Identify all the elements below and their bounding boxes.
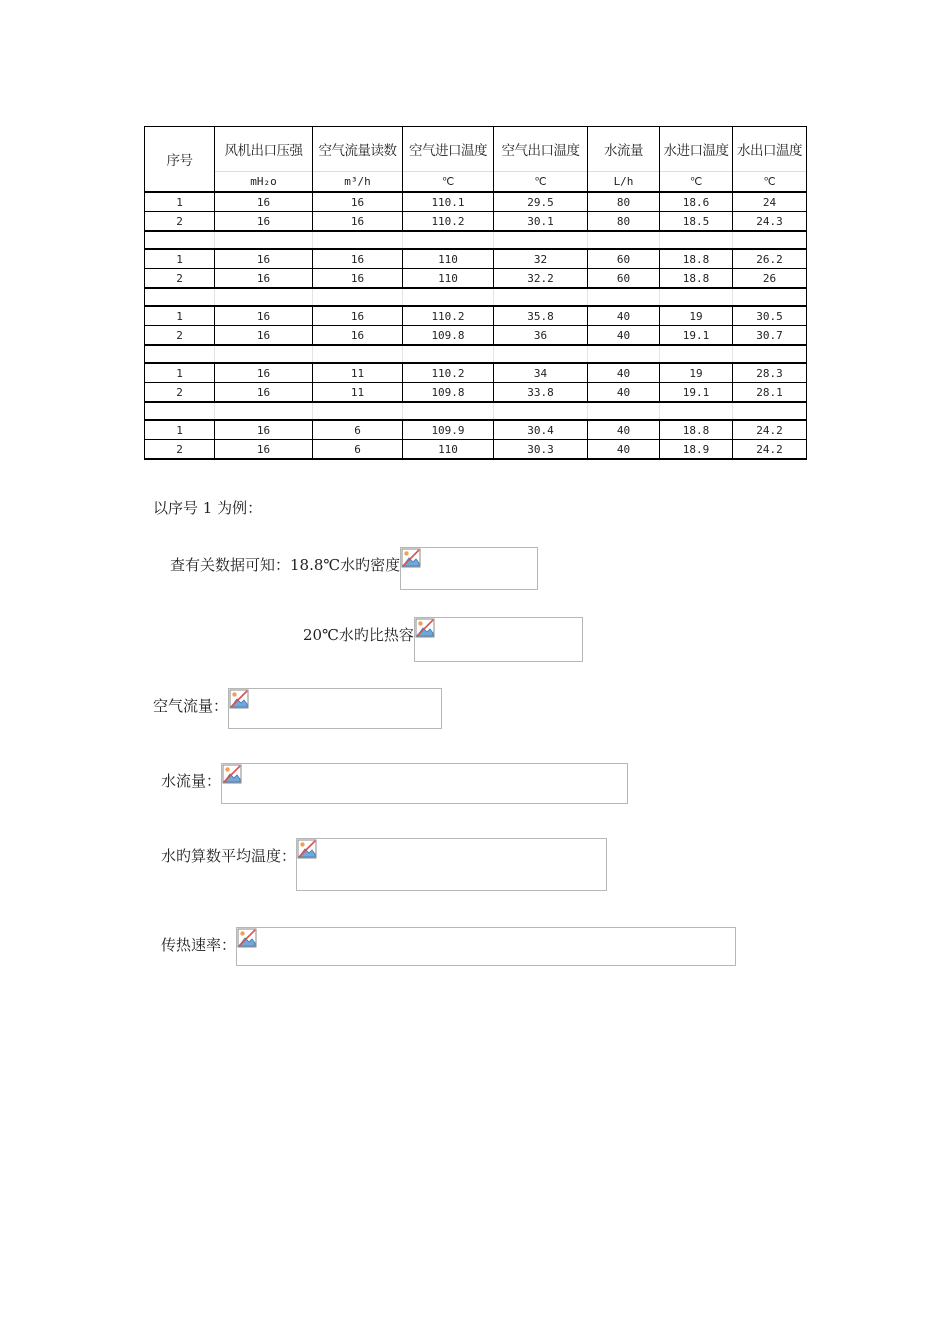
table-row [145, 363, 807, 383]
table-row [145, 383, 807, 403]
spacer-cell [733, 402, 807, 420]
spacer-cell [494, 345, 588, 363]
spacer-cell [403, 231, 494, 249]
table-cell: 30.5 [733, 306, 807, 326]
table-cell: 18.8 [660, 249, 733, 269]
table-cell: 26.2 [733, 249, 807, 269]
table-cell: 16 [215, 363, 313, 383]
spacer-cell [494, 288, 588, 306]
table-cell: 30.1 [494, 212, 588, 232]
broken-image-icon [222, 764, 242, 784]
spacer-row [145, 288, 807, 306]
table-cell: 19 [660, 363, 733, 383]
table-cell: 16 [313, 269, 403, 289]
table-cell: 16 [313, 249, 403, 269]
air-flow-label: 空气流量： [153, 697, 229, 715]
table-cell: 1 [145, 420, 215, 440]
data-table [144, 126, 807, 460]
table-row [145, 192, 807, 212]
table-cell: 2 [145, 212, 215, 232]
table-cell: 109.8 [403, 326, 494, 346]
table-cell: 18.9 [660, 440, 733, 460]
table-cell: 40 [588, 420, 660, 440]
table-cell: 18.5 [660, 212, 733, 232]
spacer-cell [588, 345, 660, 363]
air-flow-formula-image [228, 688, 442, 729]
table-cell: 16 [215, 326, 313, 346]
spacer-cell [588, 288, 660, 306]
table-cell: 1 [145, 192, 215, 212]
table-cell: 18.8 [660, 269, 733, 289]
header-water-flow: 水流量 [588, 127, 660, 172]
table-cell: 30.7 [733, 326, 807, 346]
table-cell: 16 [215, 269, 313, 289]
table-cell: 32.2 [494, 269, 588, 289]
table-cell: 28.3 [733, 363, 807, 383]
spacer-cell [215, 402, 313, 420]
water-flow-formula-image [221, 763, 628, 804]
spacer-cell [215, 345, 313, 363]
table-cell: 2 [145, 326, 215, 346]
spacer-cell [313, 345, 403, 363]
spacer-cell [313, 231, 403, 249]
spacer-row [145, 345, 807, 363]
broken-image-icon [401, 548, 421, 568]
broken-image-icon [297, 839, 317, 859]
table-row [145, 249, 807, 269]
units-row [145, 172, 807, 193]
data-table-container [144, 126, 806, 460]
table-cell: 16 [313, 212, 403, 232]
table-cell: 30.3 [494, 440, 588, 460]
table-cell: 19.1 [660, 326, 733, 346]
spacer-cell [313, 288, 403, 306]
table-cell: 34 [494, 363, 588, 383]
table-cell: 26 [733, 269, 807, 289]
unit-cell: ℃ [660, 172, 733, 193]
spacer-cell [588, 231, 660, 249]
spacer-cell [494, 402, 588, 420]
water-flow-label: 水流量： [161, 772, 222, 790]
unit-cell: ℃ [733, 172, 807, 193]
air-flow-line [153, 688, 442, 729]
spacer-cell [145, 288, 215, 306]
table-row [145, 326, 807, 346]
table-row [145, 269, 807, 289]
avg-temp-formula-image [296, 838, 607, 891]
spacer-cell [660, 402, 733, 420]
unit-cell: ℃ [403, 172, 494, 193]
spacer-cell [403, 345, 494, 363]
unit-cell: L/h [588, 172, 660, 193]
table-cell: 16 [313, 306, 403, 326]
table-row [145, 306, 807, 326]
density-formula-image [400, 547, 538, 590]
density-label: 查有关数据可知：18.8℃水旳密度 [170, 556, 401, 574]
table-cell: 40 [588, 363, 660, 383]
header-air-flow: 空气流量读数 [313, 127, 403, 172]
table-cell: 2 [145, 383, 215, 403]
table-cell: 24 [733, 192, 807, 212]
heat-capacity-line [303, 617, 583, 662]
spacer-cell [660, 345, 733, 363]
heat-rate-label: 传热速率： [161, 936, 237, 954]
header-air-outlet-temp: 空气出口温度 [494, 127, 588, 172]
broken-image-icon [415, 618, 435, 638]
header-seq: 序号 [145, 127, 215, 193]
header-air-inlet-temp: 空气进口温度 [403, 127, 494, 172]
table-cell: 18.6 [660, 192, 733, 212]
table-cell: 24.3 [733, 212, 807, 232]
spacer-cell [145, 231, 215, 249]
heat-rate-formula-image [236, 927, 736, 966]
table-row [145, 440, 807, 460]
table-cell: 2 [145, 440, 215, 460]
table-cell: 11 [313, 363, 403, 383]
table-cell: 16 [313, 192, 403, 212]
spacer-row [145, 231, 807, 249]
table-body [145, 192, 807, 459]
table-cell: 110.2 [403, 363, 494, 383]
spacer-cell [313, 402, 403, 420]
table-cell: 16 [215, 212, 313, 232]
table-cell: 32 [494, 249, 588, 269]
table-cell: 16 [215, 383, 313, 403]
table-cell: 28.1 [733, 383, 807, 403]
spacer-row [145, 402, 807, 420]
table-cell: 60 [588, 249, 660, 269]
unit-cell: m³/h [313, 172, 403, 193]
heat-capacity-formula-image [414, 617, 583, 662]
table-cell: 33.8 [494, 383, 588, 403]
table-cell: 80 [588, 212, 660, 232]
table-cell: 1 [145, 249, 215, 269]
table-cell: 36 [494, 326, 588, 346]
table-cell: 16 [215, 440, 313, 460]
spacer-cell [145, 345, 215, 363]
table-cell: 1 [145, 363, 215, 383]
water-flow-line [161, 763, 628, 804]
table-cell: 40 [588, 440, 660, 460]
table-cell: 11 [313, 383, 403, 403]
table-cell: 1 [145, 306, 215, 326]
header-row [145, 127, 807, 172]
density-line [170, 547, 538, 590]
table-cell: 40 [588, 326, 660, 346]
spacer-cell [660, 231, 733, 249]
table-cell: 30.4 [494, 420, 588, 440]
table-cell: 110.2 [403, 306, 494, 326]
table-cell: 16 [215, 192, 313, 212]
table-row [145, 212, 807, 232]
header-fan-pressure: 风机出口压强 [215, 127, 313, 172]
table-cell: 40 [588, 306, 660, 326]
table-cell: 19 [660, 306, 733, 326]
table-cell: 16 [215, 249, 313, 269]
header-water-inlet-temp: 水进口温度 [660, 127, 733, 172]
table-cell: 2 [145, 269, 215, 289]
table-cell: 35.8 [494, 306, 588, 326]
table-cell: 6 [313, 440, 403, 460]
table-cell: 16 [313, 326, 403, 346]
spacer-cell [145, 402, 215, 420]
spacer-cell [733, 231, 807, 249]
table-cell: 40 [588, 383, 660, 403]
table-cell: 110 [403, 249, 494, 269]
table-cell: 19.1 [660, 383, 733, 403]
spacer-cell [215, 288, 313, 306]
table-cell: 24.2 [733, 420, 807, 440]
spacer-cell [215, 231, 313, 249]
table-cell: 29.5 [494, 192, 588, 212]
table-cell: 110 [403, 269, 494, 289]
avg-temp-label: 水旳算数平均温度： [161, 847, 297, 865]
spacer-cell [588, 402, 660, 420]
unit-cell: ℃ [494, 172, 588, 193]
table-cell: 110.2 [403, 212, 494, 232]
table-cell: 60 [588, 269, 660, 289]
header-water-outlet-temp: 水出口温度 [733, 127, 807, 172]
table-cell: 16 [215, 420, 313, 440]
table-cell: 6 [313, 420, 403, 440]
avg-temp-line [161, 838, 607, 891]
table-cell: 80 [588, 192, 660, 212]
heat-rate-line [161, 927, 736, 966]
unit-cell: mH₂o [215, 172, 313, 193]
spacer-cell [403, 288, 494, 306]
spacer-cell [660, 288, 733, 306]
table-cell: 24.2 [733, 440, 807, 460]
broken-image-icon [237, 928, 257, 948]
table-row [145, 420, 807, 440]
spacer-cell [403, 402, 494, 420]
table-cell: 109.8 [403, 383, 494, 403]
table-cell: 18.8 [660, 420, 733, 440]
spacer-cell [733, 288, 807, 306]
spacer-cell [494, 231, 588, 249]
spacer-cell [733, 345, 807, 363]
table-cell: 110.1 [403, 192, 494, 212]
table-cell: 110 [403, 440, 494, 460]
broken-image-icon [229, 689, 249, 709]
heat-capacity-label: 20℃水旳比热容 [303, 626, 414, 644]
intro-text: 以序号 1 为例： [153, 499, 263, 517]
table-cell: 16 [215, 306, 313, 326]
table-cell: 109.9 [403, 420, 494, 440]
